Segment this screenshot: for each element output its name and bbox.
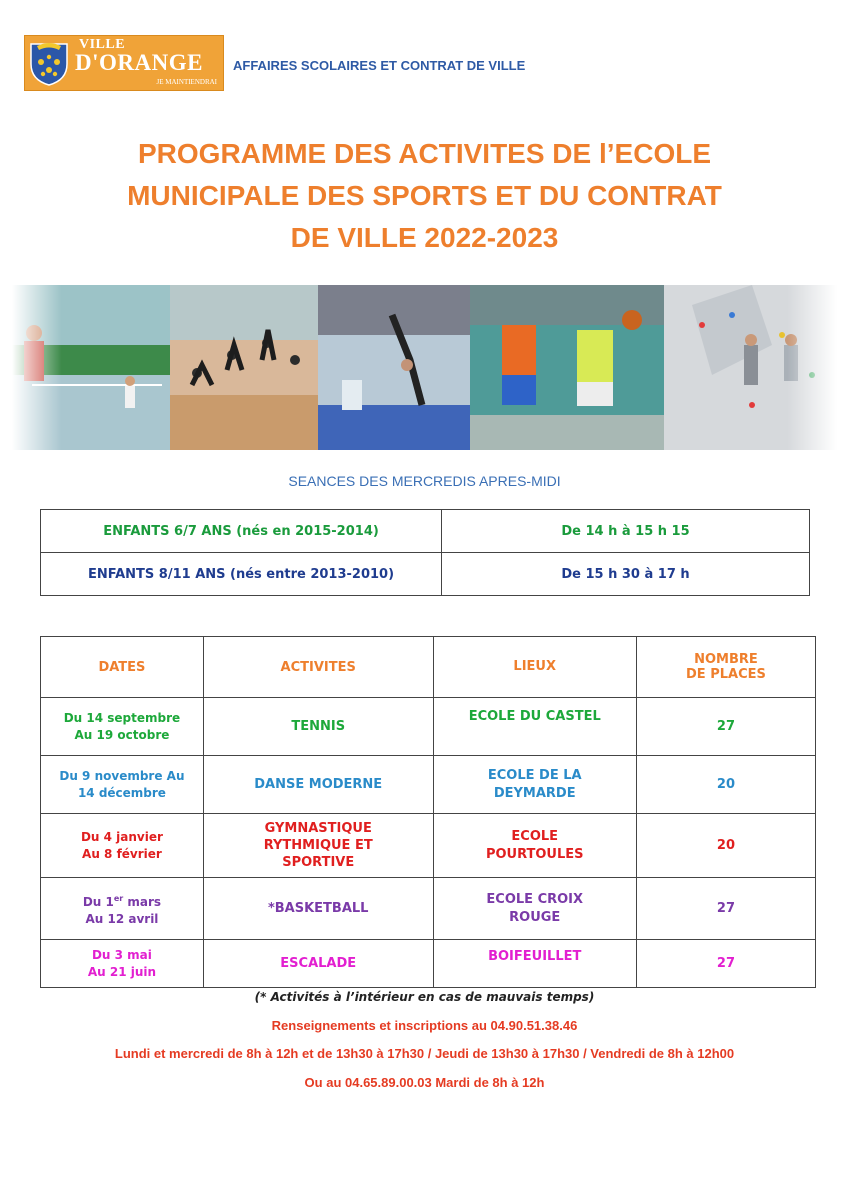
weather-note: (* Activités à l’intérieur en cas de mauvais temps)	[254, 990, 595, 1004]
info-line: Lundi et mercredi de 8h à 12h et de 13h30 à 17h30 / Jeudi de 13h30 à 17h30 / Vendredi de 8h à 12h00	[114, 1046, 735, 1061]
table-row	[41, 940, 816, 988]
table-row	[41, 510, 810, 553]
age-group-time: De 15 h 30 à 17 h	[442, 553, 810, 596]
activity-cell: DANSE MODERNE	[203, 756, 433, 814]
activity-line: GYMNASTIQUE	[264, 821, 372, 836]
activity-cell: ESCALADE	[203, 940, 433, 988]
lieu-line: ECOLE DE LA	[487, 767, 582, 783]
age-group-born: (nés entre 2013-2010)	[225, 566, 395, 582]
date-cell	[41, 878, 204, 940]
header-places-line: DE PLACES	[686, 667, 766, 682]
lieu-cell: BOIFEUILLET	[433, 940, 636, 988]
department-label: AFFAIRES SCOLAIRES ET CONTRAT DE VILLE	[233, 58, 526, 73]
ville-orange-logo	[24, 35, 224, 91]
header-activites: ACTIVITES	[203, 637, 433, 698]
logo-orange-text: D'ORANGE	[75, 50, 203, 75]
logo-motto-text: JE MAINTIENDRAI	[156, 78, 217, 86]
table-row	[41, 553, 810, 596]
title-line: DE VILLE 2022-2023	[290, 222, 559, 253]
date-line: 14 décembre	[77, 785, 166, 800]
places-cell: 20	[636, 814, 815, 878]
lieu-line: ECOLE CROIX	[486, 891, 584, 907]
sessions-subtitle: SEANCES DES MERCREDIS APRES-MIDI	[288, 473, 561, 489]
date-text: mars	[123, 894, 162, 909]
date-line: Au 21 juin	[87, 964, 157, 979]
activity-cell: TENNIS	[203, 698, 433, 756]
lieu-cell	[433, 814, 636, 878]
places-cell: 20	[636, 756, 815, 814]
lieu-line: DEYMARDE	[493, 785, 576, 801]
header-dates: DATES	[41, 637, 204, 698]
age-group-cell	[41, 553, 442, 596]
activity-line: RYTHMIQUE ET	[263, 838, 373, 853]
age-group-label: ENFANTS 6/7 ANS	[103, 523, 232, 539]
age-groups-table	[40, 509, 810, 596]
header-places-line: NOMBRE	[694, 652, 758, 667]
places-cell: 27	[636, 940, 815, 988]
program-table	[40, 636, 816, 988]
date-line: Au 8 février	[82, 846, 162, 861]
places-cell: 27	[636, 698, 815, 756]
date-line: Du 3 mai	[91, 947, 152, 962]
date-line: Au 12 avril	[85, 911, 159, 926]
lieu-line: ROUGE	[509, 909, 561, 925]
table-row	[41, 878, 816, 940]
title-line: MUNICIPALE DES SPORTS ET DU CONTRAT	[127, 180, 722, 211]
date-cell	[41, 814, 204, 878]
age-group-time: De 14 h à 15 h 15	[442, 510, 810, 553]
table-header-row	[41, 637, 816, 698]
table-row	[41, 698, 816, 756]
header-places	[636, 637, 815, 698]
lieu-cell	[433, 878, 636, 940]
header-lieux: LIEUX	[433, 637, 636, 698]
coat-of-arms-icon	[29, 40, 69, 86]
page-title	[40, 133, 809, 259]
lieu-cell: ECOLE DU CASTEL	[433, 698, 636, 756]
lieu-line: POURTOULES	[485, 846, 584, 862]
table-row	[41, 756, 816, 814]
places-cell: 27	[636, 878, 815, 940]
date-line: Du 4 janvier	[80, 829, 163, 844]
activity-cell: *BASKETBALL	[203, 878, 433, 940]
date-cell	[41, 756, 204, 814]
date-text: Du 1	[82, 894, 114, 909]
info-line: Renseignements et inscriptions au 04.90.51.38.46	[271, 1018, 578, 1033]
date-ordinal: er	[113, 893, 124, 903]
activity-line: SPORTIVE	[282, 855, 355, 870]
date-line: Du 14 septembre	[63, 710, 181, 725]
activity-cell	[203, 814, 433, 878]
sports-photo-banner	[12, 285, 837, 450]
age-group-cell	[41, 510, 442, 553]
table-row	[41, 814, 816, 878]
age-group-born: (nés en 2015-2014)	[231, 523, 379, 539]
date-line	[45, 890, 199, 911]
date-cell	[41, 940, 204, 988]
info-line: Ou au 04.65.89.00.03 Mardi de 8h à 12h	[304, 1075, 545, 1090]
logo-ville-text: VILLE	[79, 37, 126, 52]
lieu-line: ECOLE	[511, 828, 559, 844]
title-line: PROGRAMME DES ACTIVITES DE l’ECOLE	[137, 138, 711, 169]
lieu-cell	[433, 756, 636, 814]
date-cell	[41, 698, 204, 756]
date-line: Du 9 novembre Au	[59, 768, 185, 783]
age-group-label: ENFANTS 8/11 ANS	[87, 566, 226, 582]
date-line: Au 19 octobre	[74, 727, 170, 742]
